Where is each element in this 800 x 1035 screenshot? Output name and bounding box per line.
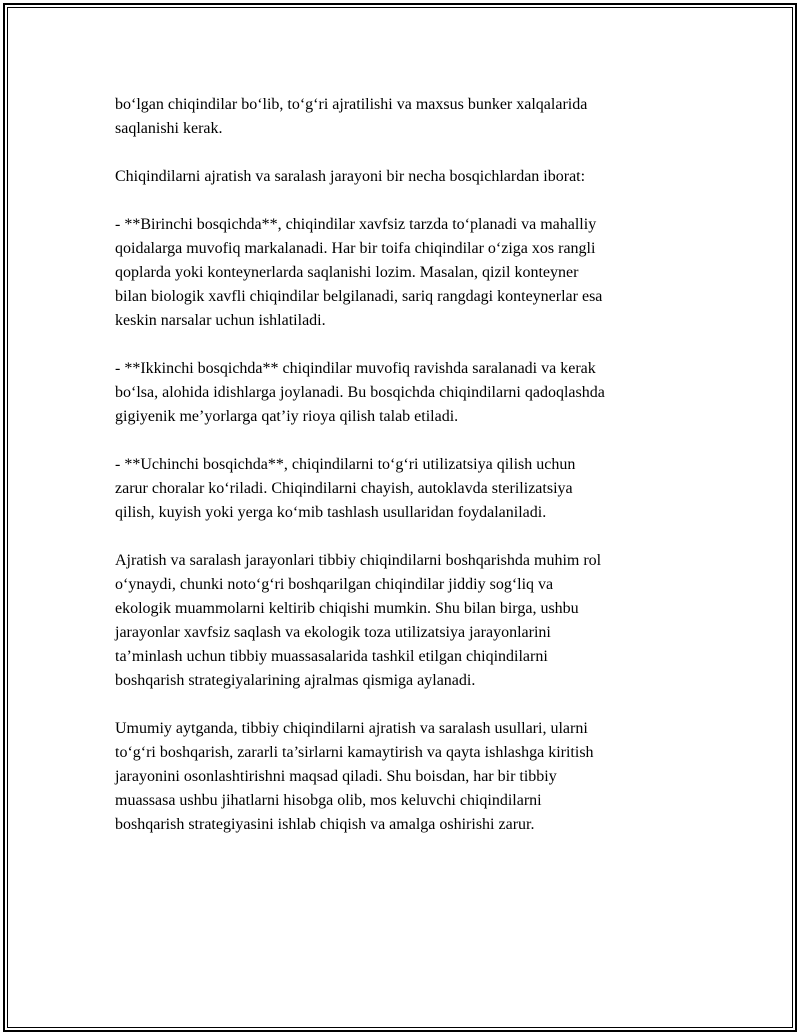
paragraph-conclusion bbox=[115, 717, 690, 837]
text-line: o‘ynaydi, chunki noto‘g‘ri boshqarilgan chiqindilar jiddiy sog‘liq va bbox=[115, 576, 554, 593]
paragraph-intro bbox=[115, 165, 690, 189]
text-line: boshqarish strategiyasini ishlab chiqish va amalga oshirishi zarur. bbox=[115, 816, 535, 833]
text-line: gigiyenik me’yorlarga qat’iy rioya qilish talab etiladi. bbox=[115, 408, 459, 425]
paragraph-step-one bbox=[115, 213, 690, 333]
text-line: muassasa ushbu jihatlarni hisobga olib, mos keluvchi chiqindilarni bbox=[115, 792, 542, 809]
text-line: bilan biologik xavfli chiqindilar belgilanadi, sariq rangdagi konteynerlar esa bbox=[115, 288, 603, 305]
text-line: ekologik muammolarni keltirib chiqishi mumkin. Shu bilan birga, ushbu bbox=[115, 600, 579, 617]
paragraph-step-two bbox=[115, 357, 690, 429]
text-line: zarur choralar ko‘riladi. Chiqindilarni chayish, autoklavda sterilizatsiya bbox=[115, 480, 573, 497]
text-line: qoplarda yoki konteynerlarda saqlanishi lozim. Masalan, qizil konteyner bbox=[115, 264, 579, 281]
text-line: Umumiy aytganda, tibbiy chiqindilarni ajratish va saralash usullari, ularni bbox=[115, 720, 588, 737]
text-line: ta’minlash uchun tibbiy muassasalarida tashkil etilgan chiqindilarni bbox=[115, 648, 548, 665]
text-line: - **Ikkinchi bosqichda** chiqindilar muvofiq ravishda saralanadi va kerak bbox=[115, 360, 596, 377]
document-body bbox=[115, 93, 690, 861]
text-line: - **Birinchi bosqichda**, chiqindilar xavfsiz tarzda to‘planadi va mahalliy bbox=[115, 216, 597, 233]
text-line: bo‘lsa, alohida idishlarga joylanadi. Bu bosqichda chiqindilarni qadoqlashda bbox=[115, 384, 605, 401]
text-line: jarayonlar xavfsiz saqlash va ekologik toza utilizatsiya jarayonlarini bbox=[115, 624, 551, 641]
paragraph-continuation bbox=[115, 93, 690, 141]
text-line: qilish, kuyish yoki yerga ko‘mib tashlash usullaridan foydalaniladi. bbox=[115, 504, 547, 521]
text-line: bo‘lgan chiqindilar bo‘lib, to‘g‘ri ajratilishi va maxsus bunker xalqalarida bbox=[115, 96, 588, 113]
text-line: saqlanishi kerak. bbox=[115, 120, 223, 137]
text-line: - **Uchinchi bosqichda**, chiqindilarni to‘g‘ri utilizatsiya qilish uchun bbox=[115, 456, 576, 473]
text-line: Ajratish va saralash jarayonlari tibbiy chiqindilarni boshqarishda muhim rol bbox=[115, 552, 602, 569]
text-line: Chiqindilarni ajratish va saralash jarayoni bir necha bosqichlardan iborat: bbox=[115, 168, 586, 185]
text-line: jarayonini osonlashtirishni maqsad qiladi. Shu boisdan, har bir tibbiy bbox=[115, 768, 557, 785]
paragraph-step-three bbox=[115, 453, 690, 525]
text-line: keskin narsalar uchun ishlatiladi. bbox=[115, 312, 326, 329]
text-line: qoidalarga muvofiq markalanadi. Har bir toifa chiqindilar o‘ziga xos rangli bbox=[115, 240, 596, 257]
text-line: to‘g‘ri boshqarish, zararli ta’sirlarni kamaytirish va qayta ishlashga kiritish bbox=[115, 744, 594, 761]
text-line: boshqarish strategiyalarining ajralmas qismiga aylanadi. bbox=[115, 672, 476, 689]
paragraph-importance bbox=[115, 549, 690, 693]
